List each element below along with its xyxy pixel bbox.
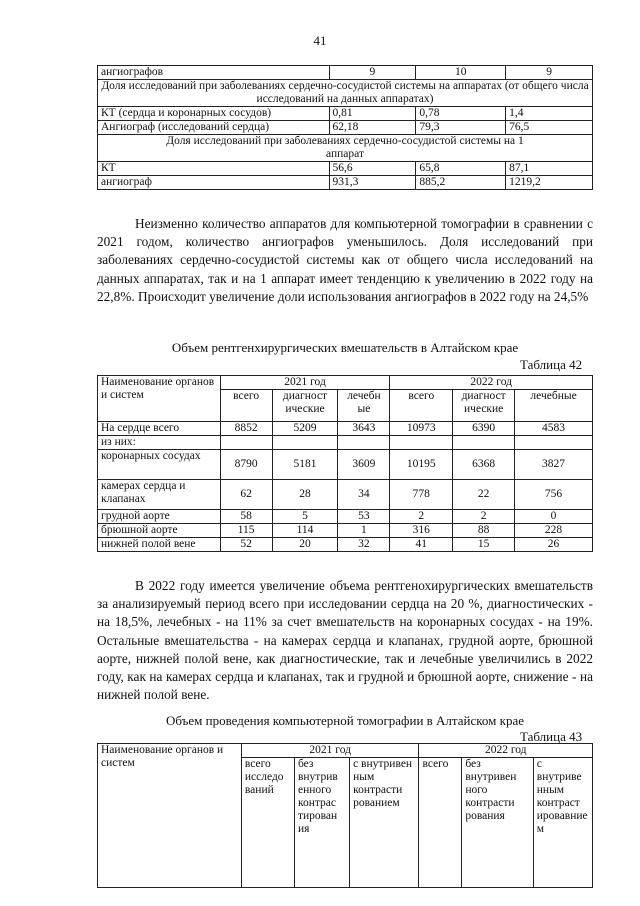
table-row — [98, 436, 593, 450]
table-cell: 3643 — [338, 422, 390, 436]
table-cell: 22 — [453, 480, 515, 510]
table-row — [98, 121, 593, 135]
table-cell — [515, 436, 593, 450]
column-header: с внутривен ным контрасти рованием — [350, 758, 419, 888]
table-cell: 0,78 — [416, 107, 506, 121]
year-header: 2021 год — [241, 744, 419, 758]
row-label: камерах сердца и клапанах — [98, 480, 221, 510]
column-header: всего — [419, 758, 462, 888]
row-label: На сердце всего — [98, 422, 221, 436]
table-number: Таблица 42 — [520, 357, 583, 372]
column-header: всего — [220, 390, 272, 422]
table-cell: 0,81 — [329, 107, 416, 121]
table-cell: 316 — [390, 524, 453, 538]
table-cell: 62 — [220, 480, 272, 510]
table-cell: 778 — [390, 480, 453, 510]
paragraph: Неизменно количество аппаратов для компьютерной томографии в сравнении с 2021 годом, количество ангиографов уменьшилось. Доля исследований при заболеваниях сердечно-сосудистой системы как от общего числа исследований на данных аппаратах, так и на 1 аппарат имеет тенденцию к увеличению в 2022 году на 22,8%. Происходит увеличение доли использования ангиографов в 2022 году на 24,5% — [97, 216, 593, 304]
column-header: Наименование органов и систем — [98, 744, 242, 888]
table-row — [98, 538, 593, 552]
table-cell: 28 — [272, 480, 338, 510]
table-cell: 1219,2 — [506, 176, 593, 190]
year-header: 2021 год — [220, 376, 390, 390]
table-cell: 0 — [515, 510, 593, 524]
page-number: 41 — [313, 33, 327, 48]
table-cell: 3827 — [515, 450, 593, 480]
table-row — [98, 422, 593, 436]
table-cell: 58 — [220, 510, 272, 524]
table-row — [98, 107, 593, 121]
section-header: Доля исследований при заболеваниях сердечно-сосудистой системы на аппаратах (от общего числа исследований на данных аппаратах) — [98, 80, 593, 107]
table-cell: 8852 — [220, 422, 272, 436]
table-cell: 5209 — [272, 422, 338, 436]
table-cell: 2 — [390, 510, 453, 524]
table-row — [98, 524, 593, 538]
table-cell — [453, 436, 515, 450]
table-cell: 5 — [272, 510, 338, 524]
table-row — [98, 450, 593, 480]
table-cell: 5181 — [272, 450, 338, 480]
column-header: Наименование органов и систем — [98, 376, 221, 422]
table-cell: 9 — [506, 66, 593, 80]
table-row — [98, 176, 593, 190]
table-cell: 65,8 — [416, 162, 506, 176]
table-cell: 931,3 — [329, 176, 416, 190]
column-header: диагност ические — [453, 390, 515, 422]
column-header: с внутриве нным контраст ировавние м — [533, 758, 592, 888]
table-row — [98, 480, 593, 510]
table-cell: 1 — [338, 524, 390, 538]
table-cell: 32 — [338, 538, 390, 552]
table-cell: ангиограф — [98, 176, 330, 190]
table-cell: Ангиограф (исследований сердца) — [98, 121, 330, 135]
table-cell: 3609 — [338, 450, 390, 480]
row-label: из них: — [98, 436, 221, 450]
table-cell — [272, 436, 338, 450]
table-cell — [390, 436, 453, 450]
table-cell: 4583 — [515, 422, 593, 436]
column-header: без внутривен ного контрасти рования — [462, 758, 533, 888]
table-cell: 10 — [416, 66, 506, 80]
table-cell: ангиографов — [98, 66, 330, 80]
table-cell: 114 — [272, 524, 338, 538]
paragraph: В 2022 году имеется увеличение объема рентгенохирургических вмешательств за анализируемый период всего при исследовании сердца на 20 %, диагностических - на 18,5%, лечебных - на 11% за счет вмешательств на коронарных сосудах - на 19%. Остальные вмешательства - на камерах сердца и клапанах, грудной аорте, брюшной аорте, нижней полой вене, как диагностические, так и лечебные увеличились в 2022 году, как на камерах сердца и клапанах, так и грудной и брюшной аорте, снижение - на нижней полой вене. — [97, 578, 593, 703]
row-label: коронарных сосудах — [98, 450, 221, 480]
table-cell: 88 — [453, 524, 515, 538]
column-header: без внутрив енного контрас тирован ия — [294, 758, 349, 888]
year-header: 2022 год — [390, 376, 593, 390]
table-cell: 1,4 — [506, 107, 593, 121]
table-cell: 20 — [272, 538, 338, 552]
table-cell: 10973 — [390, 422, 453, 436]
section-header: Доля исследований при заболеваниях сердечно-сосудистой системы на 1 аппарат — [98, 135, 593, 162]
table-row — [98, 162, 593, 176]
table-cell: 115 — [220, 524, 272, 538]
table-cell: 228 — [515, 524, 593, 538]
equipment-table — [97, 65, 593, 190]
table-cell: 15 — [453, 538, 515, 552]
table-cell: 10195 — [390, 450, 453, 480]
row-label: нижней полой вене — [98, 538, 221, 552]
column-header: лечебн ые — [338, 390, 390, 422]
table-cell: 41 — [390, 538, 453, 552]
table-cell: 2 — [453, 510, 515, 524]
column-header: всего — [390, 390, 453, 422]
table-cell: 76,5 — [506, 121, 593, 135]
table-cell: 87,1 — [506, 162, 593, 176]
table-cell: КТ — [98, 162, 330, 176]
table-cell: 79,3 — [416, 121, 506, 135]
table-caption: Объем проведения компьютерной томографии в Алтайском крае — [166, 713, 524, 728]
ct-volume-table — [97, 743, 593, 888]
xray-surgery-table — [97, 375, 593, 552]
table-row — [98, 66, 593, 80]
table-row — [98, 510, 593, 524]
table-cell: 6390 — [453, 422, 515, 436]
table-cell: 9 — [329, 66, 416, 80]
table-number: Таблица 43 — [520, 729, 583, 744]
table-cell: 52 — [220, 538, 272, 552]
table-cell: 26 — [515, 538, 593, 552]
row-label: грудной аорте — [98, 510, 221, 524]
table-cell: 53 — [338, 510, 390, 524]
column-header: всего исследо ваний — [241, 758, 294, 888]
table-cell — [220, 436, 272, 450]
column-header: лечебные — [515, 390, 593, 422]
column-header: диагност ические — [272, 390, 338, 422]
table-cell — [338, 436, 390, 450]
table-cell: 6368 — [453, 450, 515, 480]
table-cell: 8790 — [220, 450, 272, 480]
table-cell: 56,6 — [329, 162, 416, 176]
table-cell: 885,2 — [416, 176, 506, 190]
row-label: брюшной аорте — [98, 524, 221, 538]
table-caption: Объем рентгенхирургических вмешательств в Алтайском крае — [171, 340, 519, 355]
table-cell: 62,18 — [329, 121, 416, 135]
table-cell: 756 — [515, 480, 593, 510]
table-cell: 34 — [338, 480, 390, 510]
table-cell: КТ (сердца и коронарных сосудов) — [98, 107, 330, 121]
year-header: 2022 год — [419, 744, 593, 758]
